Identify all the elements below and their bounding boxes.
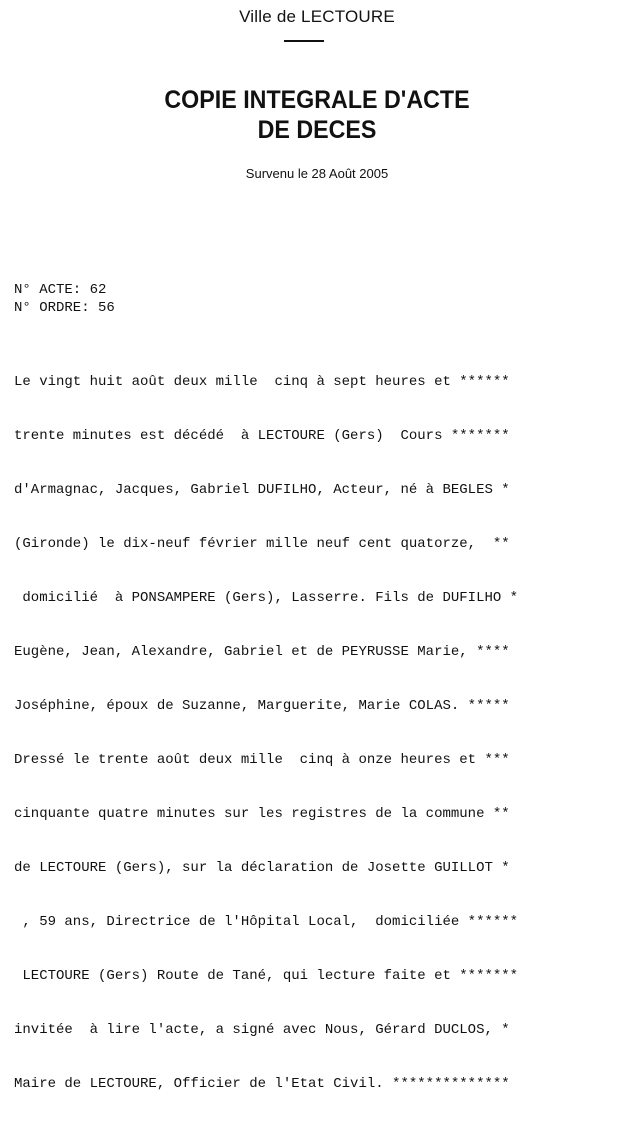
- acte-numbers: [14, 281, 115, 317]
- body-line: LECTOURE (Gers) Route de Tané, qui lecture faite et *******: [14, 968, 519, 984]
- body-line: Maire de LECTOURE, Officier de l'Etat Civil. **************: [14, 1076, 510, 1092]
- body-line: domicilié à PONSAMPERE (Gers), Lasserre. Fils de DUFILHO *: [14, 590, 519, 606]
- town-header: Ville de LECTOURE: [239, 7, 395, 26]
- title-line-1: COPIE INTEGRALE D'ACTE: [164, 86, 470, 114]
- order-number: N° ORDRE: 56: [14, 300, 115, 316]
- title-line-2: DE DECES: [257, 116, 377, 144]
- body-line: Dressé le trente août deux mille cinq à onze heures et ***: [14, 752, 510, 768]
- death-date-subtitle: Survenu le 28 Août 2005: [245, 166, 389, 181]
- body-line: cinquante quatre minutes sur les registres de la commune **: [14, 806, 510, 822]
- body-line: trente minutes est décédé à LECTOURE (Gers) Cours *******: [14, 428, 510, 444]
- acte-number: N° ACTE: 62: [14, 282, 107, 298]
- body-line: (Gironde) le dix-neuf février mille neuf cent quatorze, **: [14, 536, 510, 552]
- body-line: de LECTOURE (Gers), sur la déclaration de Josette GUILLOT *: [14, 860, 510, 876]
- body-line: Le vingt huit août deux mille cinq à sept heures et ******: [14, 374, 510, 390]
- body-line: Eugène, Jean, Alexandre, Gabriel et de PEYRUSSE Marie, ****: [14, 644, 510, 660]
- body-line: d'Armagnac, Jacques, Gabriel DUFILHO, Acteur, né à BEGLES *: [14, 482, 510, 498]
- acte-body: [14, 337, 634, 1129]
- body-line: invitée à lire l'acte, a signé avec Nous, Gérard DUCLOS, *: [14, 1022, 510, 1038]
- body-line: , 59 ans, Directrice de l'Hôpital Local, domiciliée ******: [14, 914, 519, 930]
- body-line: Joséphine, époux de Suzanne, Marguerite, Marie COLAS. *****: [14, 698, 510, 714]
- document-title: [22, 85, 612, 145]
- header-divider: [284, 40, 324, 42]
